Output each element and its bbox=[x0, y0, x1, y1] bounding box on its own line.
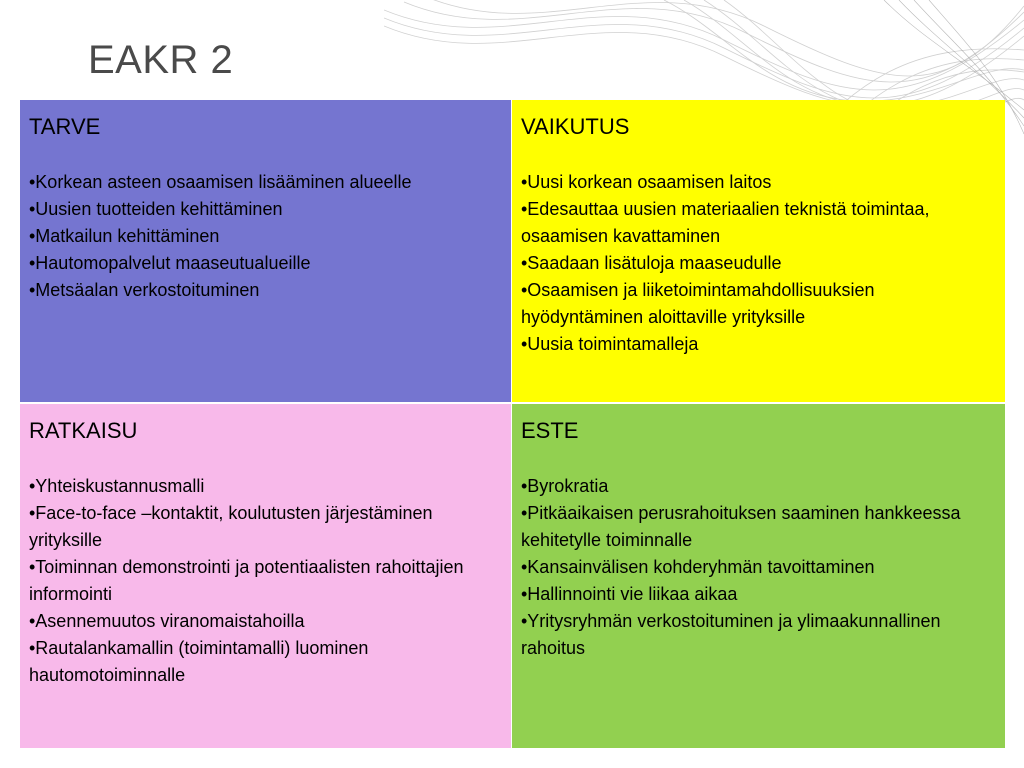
list-item: •Kansainvälisen kohderyhmän tavoittaminen bbox=[521, 557, 875, 577]
list-item: •Uusi korkean osaamisen laitos bbox=[521, 172, 772, 192]
quadrant-ratkaisu bbox=[20, 404, 511, 748]
list-item: •Hallinnointi vie liikaa aikaa bbox=[521, 584, 738, 604]
slide-title: EAKR 2 bbox=[88, 38, 234, 82]
list-item: •Rautalankamallin (toimintamalli) luominen hautomotoiminnalle bbox=[29, 638, 369, 685]
list-item: •Korkean asteen osaamisen lisääminen alueelle bbox=[29, 172, 412, 192]
list-item: •Pitkäaikaisen perusrahoituksen saaminen hankkeessa kehitetylle toiminnalle bbox=[521, 503, 961, 550]
list-item: •Hautomopalvelut maaseutualueille bbox=[29, 253, 311, 273]
list-item: •Saadaan lisätuloja maaseudulle bbox=[521, 253, 782, 273]
list-item: •Toiminnan demonstrointi ja potentiaalisten rahoittajien informointi bbox=[29, 557, 464, 604]
quadrant-heading: RATKAISU bbox=[29, 418, 138, 443]
list-item: •Face-to-face –kontaktit, koulutusten järjestäminen yrityksille bbox=[29, 503, 433, 550]
list-item: •Byrokratia bbox=[521, 476, 609, 496]
quadrant-heading: VAIKUTUS bbox=[521, 114, 630, 139]
list-item: •Metsäalan verkostoituminen bbox=[29, 280, 260, 300]
bullet-list bbox=[521, 169, 995, 358]
list-item: •Uusien tuotteiden kehittäminen bbox=[29, 199, 283, 219]
quadrant-heading: ESTE bbox=[521, 418, 579, 443]
bullet-list bbox=[29, 473, 501, 689]
quadrant-tarve bbox=[20, 100, 511, 402]
bullet-list bbox=[521, 473, 995, 662]
list-item: •Yritysryhmän verkostoituminen ja ylimaakunnallinen rahoitus bbox=[521, 611, 941, 658]
list-item: •Edesauttaa uusien materiaalien teknistä toimintaa, osaamisen kavattaminen bbox=[521, 199, 930, 246]
list-item: •Osaamisen ja liiketoimintamahdollisuuksien hyödyntäminen aloittaville yrityksille bbox=[521, 280, 875, 327]
quadrant-grid bbox=[20, 100, 1005, 748]
list-item: •Asennemuutos viranomaistahoilla bbox=[29, 611, 305, 631]
list-item: •Uusia toimintamalleja bbox=[521, 334, 699, 354]
list-item: •Yhteiskustannusmalli bbox=[29, 476, 205, 496]
quadrant-heading: TARVE bbox=[29, 114, 101, 139]
bullet-list bbox=[29, 169, 501, 304]
list-item: •Matkailun kehittäminen bbox=[29, 226, 220, 246]
quadrant-vaikutus bbox=[512, 100, 1005, 402]
quadrant-este bbox=[512, 404, 1005, 748]
